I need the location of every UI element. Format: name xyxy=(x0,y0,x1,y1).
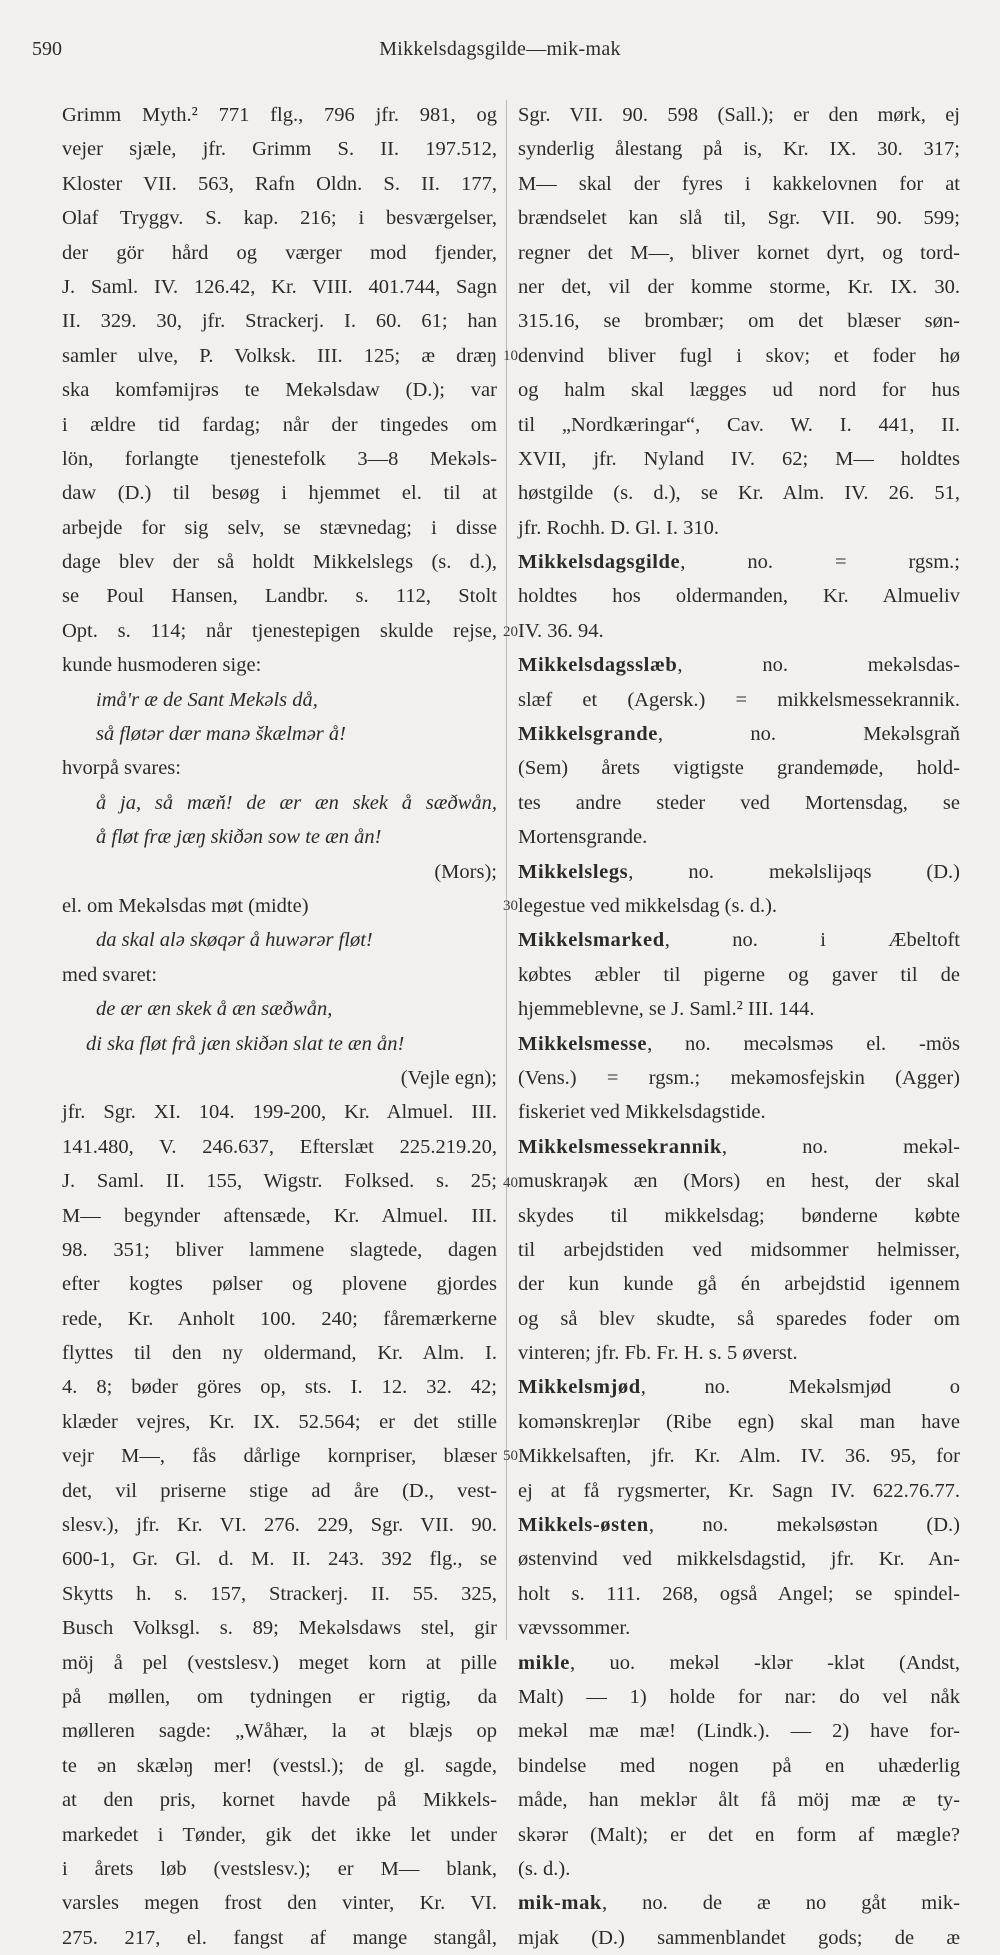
text-line: måde, han meklər ålt få möj mæ æ ty- xyxy=(518,1789,960,1812)
entry-headword-line xyxy=(518,1370,960,1404)
entry-headword: Mikkelslegs xyxy=(518,860,629,883)
text-line: te ən skæləŋ mer! (vestsl.); de gl. sagde, xyxy=(62,1754,497,1777)
entry-headword-line xyxy=(518,717,960,751)
text-line: der gör hård og værger mod fjender, xyxy=(62,241,497,264)
entry-headword-line xyxy=(518,1508,960,1542)
entry-headword-line xyxy=(518,1027,960,1061)
text-line: 315.16, se brombær; om det blæser søn- xyxy=(518,310,960,333)
text-line: J. Saml. IV. 126.42, Kr. VIII. 401.744, Sagn xyxy=(62,275,497,298)
text-line: (Vens.) = rgsm.; mekəmosfejskin (Agger) xyxy=(518,1066,960,1089)
entry-line-text xyxy=(518,929,960,951)
text-line: jfr. Sgr. XI. 104. 199-200, Kr. Almuel. III. xyxy=(62,1101,497,1124)
text-line: möj å pel (vestslesv.) meget korn at pille xyxy=(62,1651,497,1674)
text-line: Kloster VII. 563, Rafn Oldn. S. II. 177, xyxy=(62,172,497,195)
entry-definition-start: , no. mecəlsməs el. -mös xyxy=(647,1032,960,1055)
entry-line-text xyxy=(518,1376,960,1398)
entry-headword: Mikkelsmesse xyxy=(518,1032,648,1055)
entry-definition-start: , no. mekəl- xyxy=(721,1135,960,1158)
text-line: daw (D.) til besøg i hjemmet el. til at xyxy=(62,482,497,505)
text-line: og så blev skudte, så sparedes foder om xyxy=(518,1307,960,1330)
text-line: holt s. 111. 268, også Angel; se spindel- xyxy=(518,1582,960,1605)
text-line: de ær æn skek å æn sæðwån, xyxy=(96,998,333,1021)
text-line: bindelse med nogen på en uhæderlig xyxy=(518,1754,960,1777)
entry-line-text xyxy=(518,1514,960,1536)
entry-definition-start: , no. Mekəlsgraň xyxy=(657,723,960,746)
text-line: skydes til mikkelsdag; bønderne købte xyxy=(518,1204,960,1227)
text-line: å fløt fræ jæŋ skiðən sow te æn ån! xyxy=(96,826,382,849)
text-line: synderlig ålestang på is, Kr. IX. 30. 317; xyxy=(518,138,960,161)
entry-line-text xyxy=(518,654,960,676)
text-line: Busch Volksgl. s. 89; Mekəlsdaws stel, gir xyxy=(62,1617,497,1640)
text-line: Mikkelsaften, jfr. Kr. Alm. IV. 36. 95, for xyxy=(518,1445,960,1468)
text-line: hvorpå svares: xyxy=(62,757,181,780)
text-line: (Mors); xyxy=(434,860,497,883)
text-line: slæf et (Agersk.) = mikkelsmessekrannik. xyxy=(518,688,960,711)
text-line: arbejde for sig selv, se stævnedag; i disse xyxy=(62,516,497,539)
entry-definition-start: , no. mekəlsdas- xyxy=(677,654,960,677)
right-column xyxy=(518,98,960,1955)
text-line: købtes æbler til pigerne og gaver til de xyxy=(518,963,960,986)
text-line: Grimm Myth.² 771 flg., 796 jfr. 981, og xyxy=(62,104,497,126)
left-column xyxy=(62,98,497,1955)
text-line: det, vil priserne stige ad åre (D., vest- xyxy=(62,1479,497,1502)
text-line: lön, forlangte tjenestefolk 3—8 Mekəls- xyxy=(62,447,497,470)
text-line: efter kogtes pølser og plovene gjordes xyxy=(62,1273,497,1296)
text-line: komənskreŋlər (Ribe egn) skal man have xyxy=(518,1410,960,1433)
text-line: M— skal der fyres i kakkelovnen for at xyxy=(518,172,960,195)
entry-headword-line xyxy=(518,923,960,957)
entry-headword: Mikkelsdagsslæb xyxy=(518,654,678,677)
text-line: varsles megen frost den vinter, Kr. VI. xyxy=(62,1892,497,1915)
entry-headword: Mikkelsgrande xyxy=(518,723,658,746)
line-number: 30 xyxy=(503,898,518,914)
line-number: 20 xyxy=(503,624,518,640)
text-line: jfr. Rochh. D. Gl. I. 310. xyxy=(518,516,719,539)
text-line: slesv.), jfr. Kr. VI. 276. 229, Sgr. VII. 90. xyxy=(62,1514,497,1537)
text-line: Mortensgrande. xyxy=(518,826,648,849)
text-line: høstgilde (s. d.), se Kr. Alm. IV. 26. 51, xyxy=(518,482,960,505)
text-line: vejer sjæle, jfr. Grimm S. II. 197.512, xyxy=(62,138,497,161)
text-line: hjemmeblevne, se J. Saml.² III. 144. xyxy=(518,998,815,1021)
entry-line-text xyxy=(518,861,960,883)
text-line: J. Saml. II. 155, Wigstr. Folksed. s. 25; xyxy=(62,1170,497,1193)
text-line: der kun kunde gå én arbejdstid igennem xyxy=(518,1273,960,1296)
entry-headword: Mikkelsmessekrannik xyxy=(518,1135,722,1158)
text-line: ej at få rygsmerter, Kr. Sagn IV. 622.76.77. xyxy=(518,1479,960,1502)
text-line: Malt) — 1) holde for nar: do vel nåk xyxy=(518,1685,960,1708)
entry-headword-line xyxy=(518,545,960,579)
text-line: flyttes til den ny oldermand, Kr. Alm. I. xyxy=(62,1342,497,1365)
text-line: 275. 217, el. fangst af mange stangål, xyxy=(62,1926,497,1949)
text-line: vejr M—, fås dårlige kornpriser, blæser xyxy=(62,1445,497,1468)
entry-headword: Mikkelsmarked xyxy=(518,929,665,952)
entry-line-text xyxy=(518,723,960,745)
text-line: markedet i Tønder, gik det ikke let under xyxy=(62,1823,497,1846)
entry-definition-start: , no. i Æbeltoft xyxy=(664,929,960,952)
text-line: fiskeriet ved Mikkelsdagstide. xyxy=(518,1101,766,1124)
entry-headword: Mikkelsdagsgilde xyxy=(518,551,681,574)
entry-headword: Mikkelsmjød xyxy=(518,1376,641,1399)
text-line: til „Nordkæringar“, Cav. W. I. 441, II. xyxy=(518,413,960,436)
text-line: di ska fløt frå jæn skiðən slat te æn ån! xyxy=(86,1032,405,1055)
entry-line-text xyxy=(518,1136,960,1158)
text-line: legestue ved mikkelsdag (s. d.). xyxy=(518,894,778,917)
text-line: så fløtər dær manə škælmər å! xyxy=(96,723,346,746)
entry-definition-start: , no. mekəlslijəqs (D.) xyxy=(628,860,960,883)
line-number: 40 xyxy=(503,1175,518,1191)
text-line: til arbejdstiden ved midsommer helmisser, xyxy=(518,1238,960,1261)
text-line: og halm skal lægges ud nord for hus xyxy=(518,379,960,402)
text-line: mjak (D.) sammenblandet gods; de æ xyxy=(518,1926,960,1949)
text-line: 141.480, V. 246.637, Efterslæt 225.219.20, xyxy=(62,1135,497,1158)
text-line: muskraŋək æn (Mors) en hest, der skal xyxy=(518,1170,960,1193)
text-line: at den pris, kornet havde på Mikkels- xyxy=(62,1789,497,1812)
entry-headword-line xyxy=(518,855,960,889)
text-line: Olaf Tryggv. S. kap. 216; i besværgelser, xyxy=(62,207,497,230)
text-line: dage blev der så holdt Mikkelslegs (s. d.), xyxy=(62,551,497,574)
line-number: 10 xyxy=(503,348,518,364)
entry-line-text xyxy=(518,1033,960,1055)
page-header xyxy=(0,38,1000,68)
text-line: XVII, jfr. Nyland IV. 62; M— holdtes xyxy=(518,447,960,470)
entry-definition-start: , no. de æ no gåt mik- xyxy=(601,1892,960,1915)
text-line: (s. d.). xyxy=(518,1857,571,1880)
line-number: 50 xyxy=(503,1448,518,1464)
text-line: holdtes hos oldermanden, Kr. Almueliv xyxy=(518,585,960,608)
entry-headword-line xyxy=(518,1886,960,1920)
text-line: regner det M—, bliver kornet dyrt, og tord- xyxy=(518,241,960,264)
page-number: 590 xyxy=(32,38,62,60)
text-line: i ældre tid fardag; når der tingedes om xyxy=(62,413,497,436)
text-line: mekəl mæ mæ! (Lindk.). — 2) have for- xyxy=(518,1720,960,1743)
text-line: (Sem) årets vigtigste grandemøde, hold- xyxy=(518,757,960,780)
text-line: i årets løb (vestslesv.); er M— blank, xyxy=(62,1857,497,1880)
entry-headword-line xyxy=(518,1130,960,1164)
text-line: tes andre steder ved Mortensdag, se xyxy=(518,791,960,814)
text-line: 98. 351; bliver lammene slagtede, dagen xyxy=(62,1238,497,1261)
text-line: II. 329. 30, jfr. Strackerj. I. 60. 61; han xyxy=(62,310,497,333)
running-head: Mikkelsdagsgilde—mik-mak xyxy=(379,38,621,60)
entry-line-text xyxy=(518,1652,960,1674)
entry-headword-line xyxy=(518,1646,960,1680)
text-line: østenvind ved mikkelsdagstid, jfr. Kr. An- xyxy=(518,1548,960,1571)
text-line: da skal alə skøqər å huwərər fløt! xyxy=(96,929,373,952)
text-line: mølleren sagde: „Wåhær, la ət blæjs op xyxy=(62,1720,497,1743)
text-line: skərər (Malt); er det en form af mægle? xyxy=(518,1823,960,1846)
text-line: 600-1, Gr. Gl. d. M. II. 243. 392 flg., se xyxy=(62,1548,497,1571)
entry-definition-start: , no. Mekəlsmjød o xyxy=(640,1376,960,1399)
column-divider xyxy=(506,100,507,1640)
text-line: M— begynder aftensæde, Kr. Almuel. III. xyxy=(62,1204,497,1227)
entry-headword: mik-mak xyxy=(518,1892,602,1915)
entry-line-text xyxy=(518,551,960,573)
text-line: Opt. s. 114; når tjenestepigen skulde rejse, xyxy=(62,619,497,642)
text-line: samler ulve, P. Volksk. III. 125; æ dræŋ xyxy=(62,344,497,367)
text-line: rede, Kr. Anholt 100. 240; fåremærkerne xyxy=(62,1307,497,1330)
entry-definition-start: , no. mekəlsøstən (D.) xyxy=(648,1514,960,1537)
text-line: vinteren; jfr. Fb. Fr. H. s. 5 øverst. xyxy=(518,1342,798,1365)
text-line: 4. 8; bøder göres op, sts. I. 12. 32. 42; xyxy=(62,1376,497,1399)
text-line: se Poul Hansen, Landbr. s. 112, Stolt xyxy=(62,585,497,608)
text-line: klæder vejres, Kr. IX. 52.564; er det stille xyxy=(62,1410,497,1433)
text-line: IV. 36. 94. xyxy=(518,619,604,642)
text-line: Sgr. VII. 90. 598 (Sall.); er den mørk, ej xyxy=(518,104,960,126)
text-line: imå'r æ de Sant Mekəls då, xyxy=(96,688,318,711)
entry-headword: mikle xyxy=(518,1651,570,1674)
text-line: på møllen, om tydningen er rigtig, da xyxy=(62,1685,497,1708)
entry-headword-line xyxy=(518,648,960,682)
text-line: (Vejle egn); xyxy=(400,1066,497,1089)
entry-definition-start: , no. = rgsm.; xyxy=(680,551,960,574)
text-line: brændselet kan slå til, Sgr. VII. 90. 599; xyxy=(518,207,960,230)
text-line: el. om Mekəlsdas møt (midte) xyxy=(62,894,309,917)
entry-headword: Mikkels-østen xyxy=(518,1514,649,1537)
text-line: med svaret: xyxy=(62,963,158,986)
text-line: å ja, så mæň! de ær æn skek å sæðwån, xyxy=(96,791,497,814)
entry-line-text xyxy=(518,1892,960,1914)
text-line: denvind bliver fugl i skov; et foder hø xyxy=(518,344,960,367)
text-line: kunde husmoderen sige: xyxy=(62,654,262,677)
text-line: ner det, vil der komme storme, Kr. IX. 30. xyxy=(518,275,960,298)
text-line: ska komfəmijrəs te Mekəlsdaw (D.); var xyxy=(62,379,497,402)
text-line: vævssommer. xyxy=(518,1617,631,1640)
text-line: Skytts h. s. 157, Strackerj. II. 55. 325, xyxy=(62,1582,497,1605)
entry-definition-start: , uo. mekəl -klər -klət (Andst, xyxy=(569,1651,960,1674)
